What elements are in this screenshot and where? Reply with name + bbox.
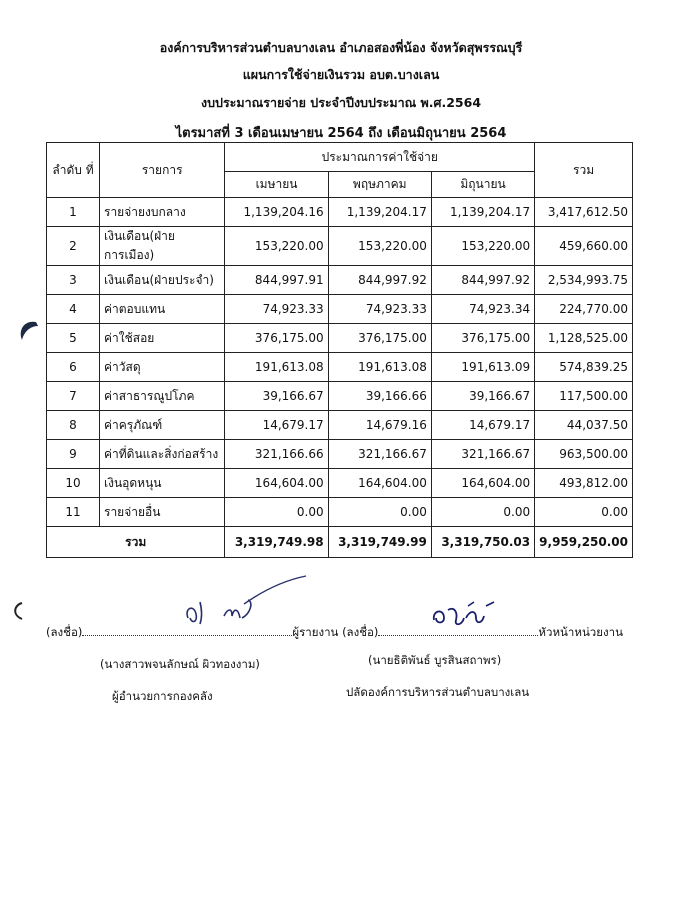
table-row xyxy=(47,353,633,382)
table-row xyxy=(47,469,633,498)
row-may: 191,613.08 xyxy=(328,353,431,382)
row-june: 164,604.00 xyxy=(431,469,534,498)
row-item: เงินอุดหนุน xyxy=(100,469,225,498)
row-total: 574,839.25 xyxy=(535,353,633,382)
table-row xyxy=(47,198,633,227)
right-handwritten-signature xyxy=(428,600,500,630)
row-total: 3,417,612.50 xyxy=(535,198,633,227)
row-june: 844,997.92 xyxy=(431,266,534,295)
row-may: 376,175.00 xyxy=(328,324,431,353)
row-april: 191,613.08 xyxy=(225,353,328,382)
row-june: 153,220.00 xyxy=(431,227,534,266)
row-april: 1,139,204.16 xyxy=(225,198,328,227)
row-item: ค่าตอบแทน xyxy=(100,295,225,324)
row-no: 10 xyxy=(47,469,100,498)
left-sign-role: ผู้รายงาน xyxy=(292,625,339,639)
row-june: 1,139,204.17 xyxy=(431,198,534,227)
row-may: 844,997.92 xyxy=(328,266,431,295)
header-no: ลำดับ ที่ xyxy=(47,143,100,198)
row-no: 5 xyxy=(47,324,100,353)
budget-table xyxy=(46,142,633,558)
total-may: 3,319,749.99 xyxy=(328,527,431,558)
left-signer-name: (นางสาวพจนลักษณ์ ผิวทองงาม) xyxy=(100,657,260,671)
row-total: 2,534,993.75 xyxy=(535,266,633,295)
row-may: 74,923.33 xyxy=(328,295,431,324)
row-april: 14,679.17 xyxy=(225,411,328,440)
plan-title: แผนการใช้จ่ายเงินรวม อบต.บางเลน xyxy=(242,67,440,82)
table-row xyxy=(47,295,633,324)
total-june: 3,319,750.03 xyxy=(431,527,534,558)
row-item: รายจ่ายอื่น xyxy=(100,498,225,527)
row-item: ค่าวัสดุ xyxy=(100,353,225,382)
right-signer-name: (นายธิติพันธ์ บูรสินสถาพร) xyxy=(368,653,502,667)
row-june: 39,166.67 xyxy=(431,382,534,411)
row-item: รายจ่ายงบกลาง xyxy=(100,198,225,227)
row-total: 1,128,525.00 xyxy=(535,324,633,353)
row-june: 321,166.67 xyxy=(431,440,534,469)
row-may: 0.00 xyxy=(328,498,431,527)
total-row xyxy=(47,527,633,558)
row-june: 376,175.00 xyxy=(431,324,534,353)
left-handwritten-signature xyxy=(178,574,310,634)
row-item: ค่าที่ดินและสิ่งก่อสร้าง xyxy=(100,440,225,469)
grand-total: 9,959,250.00 xyxy=(535,527,633,558)
row-may: 1,139,204.17 xyxy=(328,198,431,227)
header-estimate-group: ประมาณการค่าใช้จ่าย xyxy=(225,143,535,172)
row-no: 4 xyxy=(47,295,100,324)
table-row xyxy=(47,498,633,527)
row-total: 224,770.00 xyxy=(535,295,633,324)
mid-sign-prefix: (ลงชื่อ) xyxy=(342,625,379,639)
table-row xyxy=(47,382,633,411)
hole-punch-mark xyxy=(16,318,42,344)
row-may: 39,166.66 xyxy=(328,382,431,411)
row-total: 117,500.00 xyxy=(535,382,633,411)
row-total: 493,812.00 xyxy=(535,469,633,498)
row-june: 74,923.34 xyxy=(431,295,534,324)
total-label: รวม xyxy=(47,527,225,558)
row-may: 321,166.67 xyxy=(328,440,431,469)
row-april: 0.00 xyxy=(225,498,328,527)
row-item: ค่าครุภัณฑ์ xyxy=(100,411,225,440)
row-no: 2 xyxy=(47,227,100,266)
row-total: 459,660.00 xyxy=(535,227,633,266)
row-june: 14,679.17 xyxy=(431,411,534,440)
row-april: 321,166.66 xyxy=(225,440,328,469)
right-signer-position: ปลัดองค์การบริหารส่วนตำบลบางเลน xyxy=(346,685,530,699)
org-title: องค์การบริหารส่วนตำบลบางเลน อำเภอสองพี่น้อง จังหวัดสุพรรณบุรี xyxy=(159,40,523,55)
quarter-title: ไตรมาสที่ 3 เดือนเมษายน 2564 ถึง เดือนมิถุนายน 2564 xyxy=(175,126,507,141)
row-total: 44,037.50 xyxy=(535,411,633,440)
left-signer-position: ผู้อำนวยการกองคลัง xyxy=(112,689,213,703)
budget-title: งบประมาณรายจ่าย ประจำปีงบประมาณ พ.ศ.2564 xyxy=(200,95,482,110)
row-no: 7 xyxy=(47,382,100,411)
signature-line xyxy=(46,624,623,642)
row-may: 164,604.00 xyxy=(328,469,431,498)
row-no: 1 xyxy=(47,198,100,227)
row-april: 153,220.00 xyxy=(225,227,328,266)
left-sign-prefix: (ลงชื่อ) xyxy=(46,625,83,639)
row-april: 376,175.00 xyxy=(225,324,328,353)
header-june: มิถุนายน xyxy=(431,172,534,198)
row-total: 0.00 xyxy=(535,498,633,527)
scan-arc-mark xyxy=(8,600,28,622)
row-june: 191,613.09 xyxy=(431,353,534,382)
row-april: 164,604.00 xyxy=(225,469,328,498)
row-june: 0.00 xyxy=(431,498,534,527)
table-row xyxy=(47,324,633,353)
row-item: เงินเดือน(ฝ่ายประจำ) xyxy=(100,266,225,295)
table-row xyxy=(47,266,633,295)
row-item: ค่าใช้สอย xyxy=(100,324,225,353)
header-item: รายการ xyxy=(100,143,225,198)
row-item: เงินเดือน(ฝ่ายการเมือง) xyxy=(100,227,225,266)
right-sign-role: หัวหน้าหน่วยงาน xyxy=(538,625,623,639)
table-row xyxy=(47,440,633,469)
row-no: 6 xyxy=(47,353,100,382)
row-no: 3 xyxy=(47,266,100,295)
row-may: 153,220.00 xyxy=(328,227,431,266)
table-row xyxy=(47,227,633,266)
row-no: 8 xyxy=(47,411,100,440)
row-may: 14,679.16 xyxy=(328,411,431,440)
total-april: 3,319,749.98 xyxy=(225,527,328,558)
header-may: พฤษภาคม xyxy=(328,172,431,198)
row-no: 11 xyxy=(47,498,100,527)
row-april: 74,923.33 xyxy=(225,295,328,324)
row-april: 844,997.91 xyxy=(225,266,328,295)
row-april: 39,166.67 xyxy=(225,382,328,411)
row-item: ค่าสาธารณูปโภค xyxy=(100,382,225,411)
table-body xyxy=(47,198,633,558)
row-no: 9 xyxy=(47,440,100,469)
header-april: เมษายน xyxy=(225,172,328,198)
row-total: 963,500.00 xyxy=(535,440,633,469)
header-total: รวม xyxy=(535,143,633,198)
table-row xyxy=(47,411,633,440)
